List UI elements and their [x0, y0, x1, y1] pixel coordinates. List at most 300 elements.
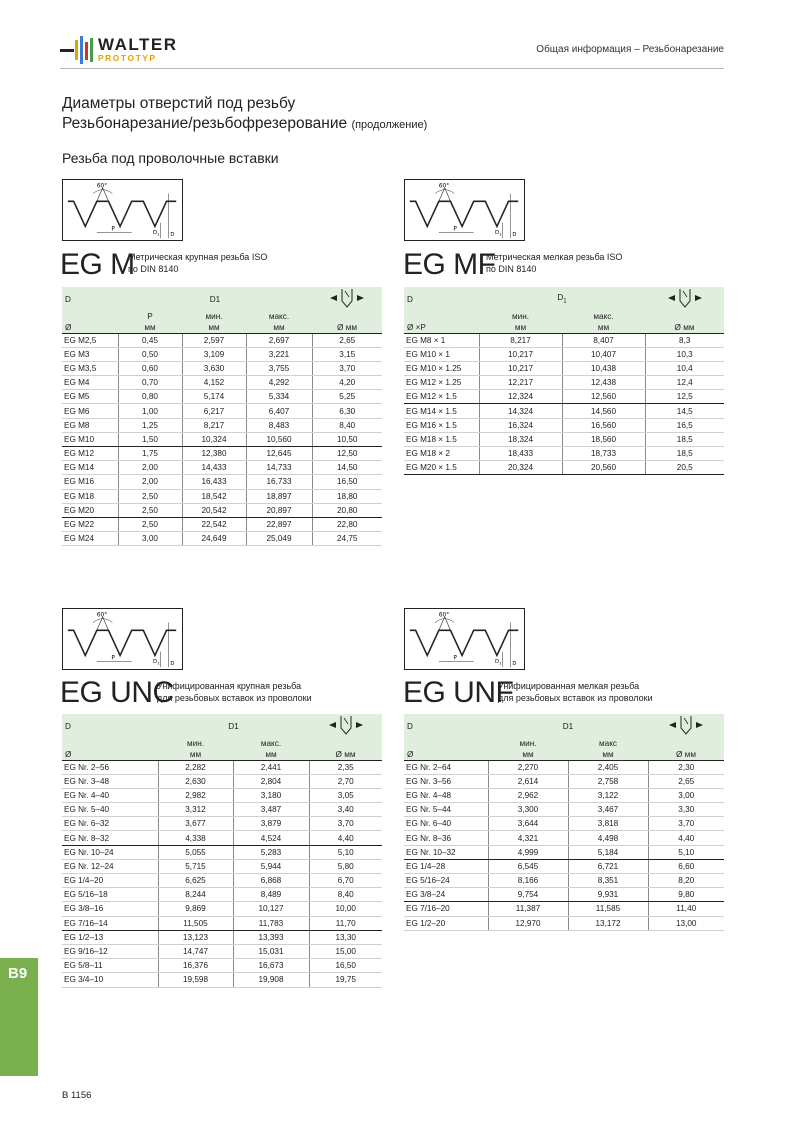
value-cell: 11,387	[488, 902, 568, 916]
egmf-header-mm1: мм	[479, 322, 562, 333]
table-row	[62, 376, 382, 390]
thread-designation-cell: EG Nr. 2–56	[62, 760, 158, 774]
value-cell: 4,338	[158, 831, 233, 845]
egmf-desc-line2: по DIN 8140	[486, 263, 537, 274]
table-row	[404, 845, 724, 859]
value-cell: 3,677	[158, 817, 233, 831]
value-cell: 12,5	[645, 390, 724, 404]
value-cell: 18,80	[312, 489, 382, 503]
value-cell: 8,217	[479, 333, 562, 347]
value-cell: 8,166	[488, 874, 568, 888]
value-cell: 8,351	[568, 874, 648, 888]
value-cell: 3,05	[309, 788, 382, 802]
egunc-header-d: D	[62, 714, 158, 738]
value-cell: 13,172	[568, 916, 648, 930]
svg-text:D: D	[170, 661, 175, 668]
thread-designation-cell: EG M20 × 1.5	[404, 461, 479, 475]
value-cell: 5,283	[233, 845, 309, 859]
egm-header-max: макс.	[246, 311, 312, 322]
value-cell: 16,50	[312, 475, 382, 489]
thread-designation-cell: EG M8	[62, 418, 118, 432]
value-cell: 14,560	[562, 404, 645, 418]
value-cell: 5,715	[158, 859, 233, 873]
value-cell: 20,542	[182, 503, 246, 517]
thread-designation-cell: EG Nr. 10–24	[62, 845, 158, 859]
logo-sub-text: PROTOTYP	[98, 53, 157, 63]
thread-designation-cell: EG 3/4–10	[62, 973, 158, 987]
value-cell: 4,999	[488, 845, 568, 859]
svg-text:60°: 60°	[438, 612, 450, 619]
value-cell: 20,897	[246, 503, 312, 517]
value-cell: 3,487	[233, 803, 309, 817]
table-row	[404, 432, 724, 446]
thread-designation-cell: EG 7/16–14	[62, 916, 158, 930]
thread-designation-cell: EG Nr. 6–40	[404, 817, 488, 831]
value-cell: 24,75	[312, 532, 382, 546]
value-cell: 13,30	[309, 930, 382, 944]
thread-designation-cell: EG 3/8–24	[404, 888, 488, 902]
svg-text:P: P	[453, 226, 457, 233]
table-row	[62, 959, 382, 973]
table-row	[62, 788, 382, 802]
egunf-table	[404, 714, 724, 931]
value-cell: 4,321	[488, 831, 568, 845]
egm-header-mm2: мм	[182, 322, 246, 333]
thread-designation-cell: EG 5/8–11	[62, 959, 158, 973]
svg-text:D1: $D_1$	[152, 230, 160, 237]
table-row	[62, 803, 382, 817]
thread-designation-cell: EG M4	[62, 376, 118, 390]
thread-designation-cell: EG Nr. 3–48	[62, 774, 158, 788]
page-number: B 1156	[62, 1090, 92, 1101]
table-row	[404, 859, 724, 873]
value-cell: 2,00	[118, 475, 182, 489]
egunc-header-mm1: мм	[158, 749, 233, 760]
value-cell: 6,868	[233, 874, 309, 888]
egunc-header-mm2: мм	[233, 749, 309, 760]
value-cell: 1,00	[118, 404, 182, 418]
table-row	[404, 347, 724, 361]
table-row	[62, 902, 382, 916]
thread-designation-cell: EG Nr. 8–32	[62, 831, 158, 845]
value-cell: 14,50	[312, 461, 382, 475]
thread-designation-cell: EG 9/16–12	[62, 944, 158, 958]
value-cell: 6,217	[182, 404, 246, 418]
table-row	[62, 532, 382, 546]
table-row	[62, 874, 382, 888]
page-title-main: Резьбонарезание/резьбофрезерование	[62, 115, 348, 132]
value-cell: 24,649	[182, 532, 246, 546]
value-cell: 2,758	[568, 774, 648, 788]
egunc-header-min: мин.	[158, 738, 233, 749]
thread-designation-cell: EG M2,5	[62, 333, 118, 347]
page-title-line1: Диаметры отверстий под резьбу	[62, 95, 296, 112]
egunf-desc-line2: для резьбовых вставок из проволоки	[498, 692, 653, 703]
table-row	[404, 390, 724, 404]
egmf-header-min: мин.	[479, 311, 562, 322]
table-row	[62, 859, 382, 873]
value-cell: 0,45	[118, 333, 182, 347]
egmf-header-mm3: Ø мм	[645, 322, 724, 333]
value-cell: 2,614	[488, 774, 568, 788]
value-cell: 14,733	[246, 461, 312, 475]
value-cell: 4,292	[246, 376, 312, 390]
table-row	[62, 888, 382, 902]
value-cell: 20,324	[479, 461, 562, 475]
value-cell: 8,489	[233, 888, 309, 902]
drill-icon	[645, 287, 724, 311]
thread-designation-cell: EG 1/2–20	[404, 916, 488, 930]
table-row	[62, 916, 382, 930]
thread-designation-cell: EG M18 × 2	[404, 447, 479, 461]
table-row	[62, 845, 382, 859]
value-cell: 10,4	[645, 361, 724, 375]
thread-designation-cell: EG M12 × 1.25	[404, 376, 479, 390]
value-cell: 22,80	[312, 517, 382, 531]
table-row	[404, 888, 724, 902]
table-row	[62, 774, 382, 788]
value-cell: 5,25	[312, 390, 382, 404]
value-cell: 2,50	[118, 489, 182, 503]
table-row	[404, 788, 724, 802]
egmf-desc-line1: Метрическая мелкая резьба ISO	[486, 252, 623, 262]
egm-desc-line1: Метрическая крупная резьба ISO	[128, 252, 268, 262]
value-cell: 25,049	[246, 532, 312, 546]
value-cell: 2,962	[488, 788, 568, 802]
thread-designation-cell: EG Nr. 4–40	[62, 788, 158, 802]
value-cell: 1,50	[118, 432, 182, 446]
table-row	[404, 361, 724, 375]
value-cell: 12,380	[182, 447, 246, 461]
value-cell: 13,123	[158, 930, 233, 944]
value-cell: 3,00	[648, 788, 724, 802]
svg-text:P: P	[111, 655, 115, 662]
value-cell: 3,122	[568, 788, 648, 802]
value-cell: 3,180	[233, 788, 309, 802]
egunf-desc-line1: Унифицированная мелкая резьба	[498, 681, 640, 691]
table-row	[62, 489, 382, 503]
value-cell: 14,324	[479, 404, 562, 418]
value-cell: 3,40	[309, 803, 382, 817]
value-cell: 16,376	[158, 959, 233, 973]
table-row	[62, 361, 382, 375]
value-cell: 2,405	[568, 760, 648, 774]
value-cell: 3,467	[568, 803, 648, 817]
egm-header-min: мин.	[182, 311, 246, 322]
thread-designation-cell: EG Nr. 4–48	[404, 788, 488, 802]
value-cell: 10,50	[312, 432, 382, 446]
value-cell: 2,982	[158, 788, 233, 802]
section-name-egunc: EG UNC	[60, 676, 174, 709]
table-row	[404, 817, 724, 831]
value-cell: 6,70	[309, 874, 382, 888]
value-cell: 12,324	[479, 390, 562, 404]
value-cell: 9,869	[158, 902, 233, 916]
thread-designation-cell: EG M10	[62, 432, 118, 446]
value-cell: 4,152	[182, 376, 246, 390]
table-row	[404, 333, 724, 347]
thread-designation-cell: EG M20	[62, 503, 118, 517]
value-cell: 3,15	[312, 347, 382, 361]
thread-designation-cell: EG Nr. 10–32	[404, 845, 488, 859]
value-cell: 11,585	[568, 902, 648, 916]
value-cell: 12,438	[562, 376, 645, 390]
value-cell: 20,560	[562, 461, 645, 475]
thread-designation-cell: EG M12 × 1.5	[404, 390, 479, 404]
value-cell: 15,00	[309, 944, 382, 958]
egmf-header-d: D	[404, 287, 479, 311]
drill-icon	[312, 287, 382, 311]
value-cell: 10,560	[246, 432, 312, 446]
value-cell: 3,70	[309, 817, 382, 831]
section-desc-egm	[128, 252, 267, 275]
thread-profile-diagram-egunc	[62, 608, 183, 670]
angle-label: 60°	[96, 183, 108, 190]
value-cell: 18,5	[645, 447, 724, 461]
table-row	[62, 760, 382, 774]
thread-designation-cell: EG M6	[62, 404, 118, 418]
value-cell: 2,50	[118, 503, 182, 517]
value-cell: 3,00	[118, 532, 182, 546]
table-row	[404, 916, 724, 930]
value-cell: 18,324	[479, 432, 562, 446]
value-cell: 3,312	[158, 803, 233, 817]
value-cell: 2,65	[312, 333, 382, 347]
egmf-table	[404, 287, 724, 475]
egunf-header-mm1: мм	[488, 749, 568, 760]
value-cell: 10,00	[309, 902, 382, 916]
value-cell: 2,65	[648, 774, 724, 788]
value-cell: 5,944	[233, 859, 309, 873]
svg-text:D1: $D_1$	[494, 659, 502, 666]
value-cell: 0,60	[118, 361, 182, 375]
value-cell: 22,897	[246, 517, 312, 531]
value-cell: 5,334	[246, 390, 312, 404]
value-cell: 12,4	[645, 376, 724, 390]
thread-designation-cell: EG 5/16–24	[404, 874, 488, 888]
table-row	[62, 447, 382, 461]
value-cell: 4,524	[233, 831, 309, 845]
value-cell: 10,438	[562, 361, 645, 375]
thread-designation-cell: EG 1/2–13	[62, 930, 158, 944]
thread-profile-diagram-egunf	[404, 608, 525, 670]
table-row	[62, 418, 382, 432]
value-cell: 2,50	[118, 517, 182, 531]
value-cell: 6,545	[488, 859, 568, 873]
value-cell: 3,644	[488, 817, 568, 831]
egm-table	[62, 287, 382, 546]
value-cell: 10,127	[233, 902, 309, 916]
svg-text:D1: $D_1$	[152, 659, 160, 666]
value-cell: 18,897	[246, 489, 312, 503]
value-cell: 10,217	[479, 347, 562, 361]
thread-designation-cell: EG M14	[62, 461, 118, 475]
table-row	[62, 944, 382, 958]
value-cell: 12,50	[312, 447, 382, 461]
header-rule	[60, 68, 724, 69]
egunf-header-dia: Ø	[404, 749, 488, 760]
thread-designation-cell: EG M3,5	[62, 361, 118, 375]
value-cell: 3,300	[488, 803, 568, 817]
value-cell: 5,184	[568, 845, 648, 859]
header-section-label: Общая информация – Резьбонарезание	[536, 44, 724, 55]
value-cell: 3,30	[648, 803, 724, 817]
value-cell: 2,00	[118, 461, 182, 475]
value-cell: 2,597	[182, 333, 246, 347]
value-cell: 4,40	[648, 831, 724, 845]
pitch-label: P	[111, 226, 115, 233]
table-row	[62, 517, 382, 531]
section-name-egmf: EG MF	[403, 248, 496, 281]
value-cell: 6,407	[246, 404, 312, 418]
egunf-header-mm3: Ø мм	[648, 749, 724, 760]
value-cell: 19,598	[158, 973, 233, 987]
section-desc-egmf	[486, 252, 622, 275]
thread-designation-cell: EG 1/4–28	[404, 859, 488, 873]
svg-text:D1: $D_1$	[494, 230, 502, 237]
egunc-header-mm3: Ø мм	[309, 749, 382, 760]
chapter-tab-label: B9	[8, 965, 28, 982]
egunc-header-max: макс.	[233, 738, 309, 749]
thread-designation-cell: EG 3/8–16	[62, 902, 158, 916]
value-cell: 19,75	[309, 973, 382, 987]
table-row	[404, 831, 724, 845]
value-cell: 3,755	[246, 361, 312, 375]
thread-designation-cell: EG M24	[62, 532, 118, 546]
section-name-egunf: EG UNF	[403, 676, 514, 709]
value-cell: 12,970	[488, 916, 568, 930]
egm-header-mm4: Ø мм	[312, 322, 382, 333]
egm-header-mm1: мм	[118, 322, 182, 333]
value-cell: 6,721	[568, 859, 648, 873]
value-cell: 2,30	[648, 760, 724, 774]
value-cell: 2,270	[488, 760, 568, 774]
egm-header-d: D	[62, 287, 118, 311]
value-cell: 8,483	[246, 418, 312, 432]
egmf-header-mm2: мм	[562, 322, 645, 333]
value-cell: 3,70	[312, 361, 382, 375]
svg-text:D: D	[512, 232, 517, 239]
egunc-header-d1: D1	[158, 714, 309, 738]
table-row	[404, 418, 724, 432]
value-cell: 16,50	[309, 959, 382, 973]
value-cell: 10,407	[562, 347, 645, 361]
value-cell: 5,10	[309, 845, 382, 859]
table-row	[62, 390, 382, 404]
value-cell: 10,217	[479, 361, 562, 375]
value-cell: 1,75	[118, 447, 182, 461]
thread-designation-cell: EG 1/4–20	[62, 874, 158, 888]
value-cell: 2,630	[158, 774, 233, 788]
table-row	[62, 404, 382, 418]
thread-designation-cell: EG M10 × 1	[404, 347, 479, 361]
value-cell: 20,80	[312, 503, 382, 517]
value-cell: 16,324	[479, 418, 562, 432]
table-row	[404, 404, 724, 418]
thread-designation-cell: EG Nr. 2–64	[404, 760, 488, 774]
thread-designation-cell: EG Nr. 5–40	[62, 803, 158, 817]
svg-text:P: P	[453, 655, 457, 662]
thread-designation-cell: EG M18 × 1.5	[404, 432, 479, 446]
value-cell: 2,35	[309, 760, 382, 774]
thread-designation-cell: EG M10 × 1.25	[404, 361, 479, 375]
egm-header-p: P	[118, 311, 182, 322]
value-cell: 2,282	[158, 760, 233, 774]
egunc-desc-line1: Унифицированная крупная резьба	[157, 681, 302, 691]
value-cell: 11,40	[648, 902, 724, 916]
value-cell: 14,747	[158, 944, 233, 958]
value-cell: 6,625	[158, 874, 233, 888]
value-cell: 3,109	[182, 347, 246, 361]
value-cell: 2,697	[246, 333, 312, 347]
value-cell: 16,433	[182, 475, 246, 489]
value-cell: 9,80	[648, 888, 724, 902]
table-row	[404, 461, 724, 475]
value-cell: 4,20	[312, 376, 382, 390]
thread-designation-cell: EG M16	[62, 475, 118, 489]
value-cell: 18,733	[562, 447, 645, 461]
value-cell: 2,441	[233, 760, 309, 774]
page-title-suffix: (продолжение)	[351, 119, 428, 131]
value-cell: 8,407	[562, 333, 645, 347]
value-cell: 2,804	[233, 774, 309, 788]
thread-designation-cell: EG 7/16–20	[404, 902, 488, 916]
thread-designation-cell: EG Nr. 8–36	[404, 831, 488, 845]
thread-designation-cell: EG M3	[62, 347, 118, 361]
egunc-header-dia: Ø	[62, 749, 158, 760]
value-cell: 14,5	[645, 404, 724, 418]
value-cell: 16,673	[233, 959, 309, 973]
value-cell: 3,879	[233, 817, 309, 831]
table-row	[62, 347, 382, 361]
value-cell: 10,3	[645, 347, 724, 361]
egunf-header-d: D	[404, 714, 488, 738]
section-desc-egunf	[498, 681, 653, 704]
value-cell: 4,40	[309, 831, 382, 845]
thread-designation-cell: EG M18	[62, 489, 118, 503]
egmf-header-dia: Ø ×P	[404, 322, 479, 333]
value-cell: 16,733	[246, 475, 312, 489]
value-cell: 0,50	[118, 347, 182, 361]
svg-text:60°: 60°	[96, 612, 108, 619]
value-cell: 13,00	[648, 916, 724, 930]
value-cell: 5,055	[158, 845, 233, 859]
table-row	[404, 902, 724, 916]
table-row	[404, 774, 724, 788]
value-cell: 8,244	[158, 888, 233, 902]
value-cell: 15,031	[233, 944, 309, 958]
thread-designation-cell: EG 5/16–18	[62, 888, 158, 902]
value-cell: 11,70	[309, 916, 382, 930]
value-cell: 9,754	[488, 888, 568, 902]
table-row	[62, 817, 382, 831]
value-cell: 3,630	[182, 361, 246, 375]
value-cell: 3,221	[246, 347, 312, 361]
table-row	[62, 432, 382, 446]
egunf-header-mm2: мм	[568, 749, 648, 760]
thread-designation-cell: EG Nr. 12–24	[62, 859, 158, 873]
table-row	[62, 930, 382, 944]
thread-designation-cell: EG M12	[62, 447, 118, 461]
section-desc-egunc	[157, 681, 312, 704]
value-cell: 18,560	[562, 432, 645, 446]
thread-designation-cell: EG M14 × 1.5	[404, 404, 479, 418]
egunf-header-d1: D1	[488, 714, 648, 738]
table-row	[62, 461, 382, 475]
value-cell: 18,542	[182, 489, 246, 503]
egm-desc-line2: по DIN 8140	[128, 263, 179, 274]
section-name-egm: EG M	[60, 248, 135, 281]
